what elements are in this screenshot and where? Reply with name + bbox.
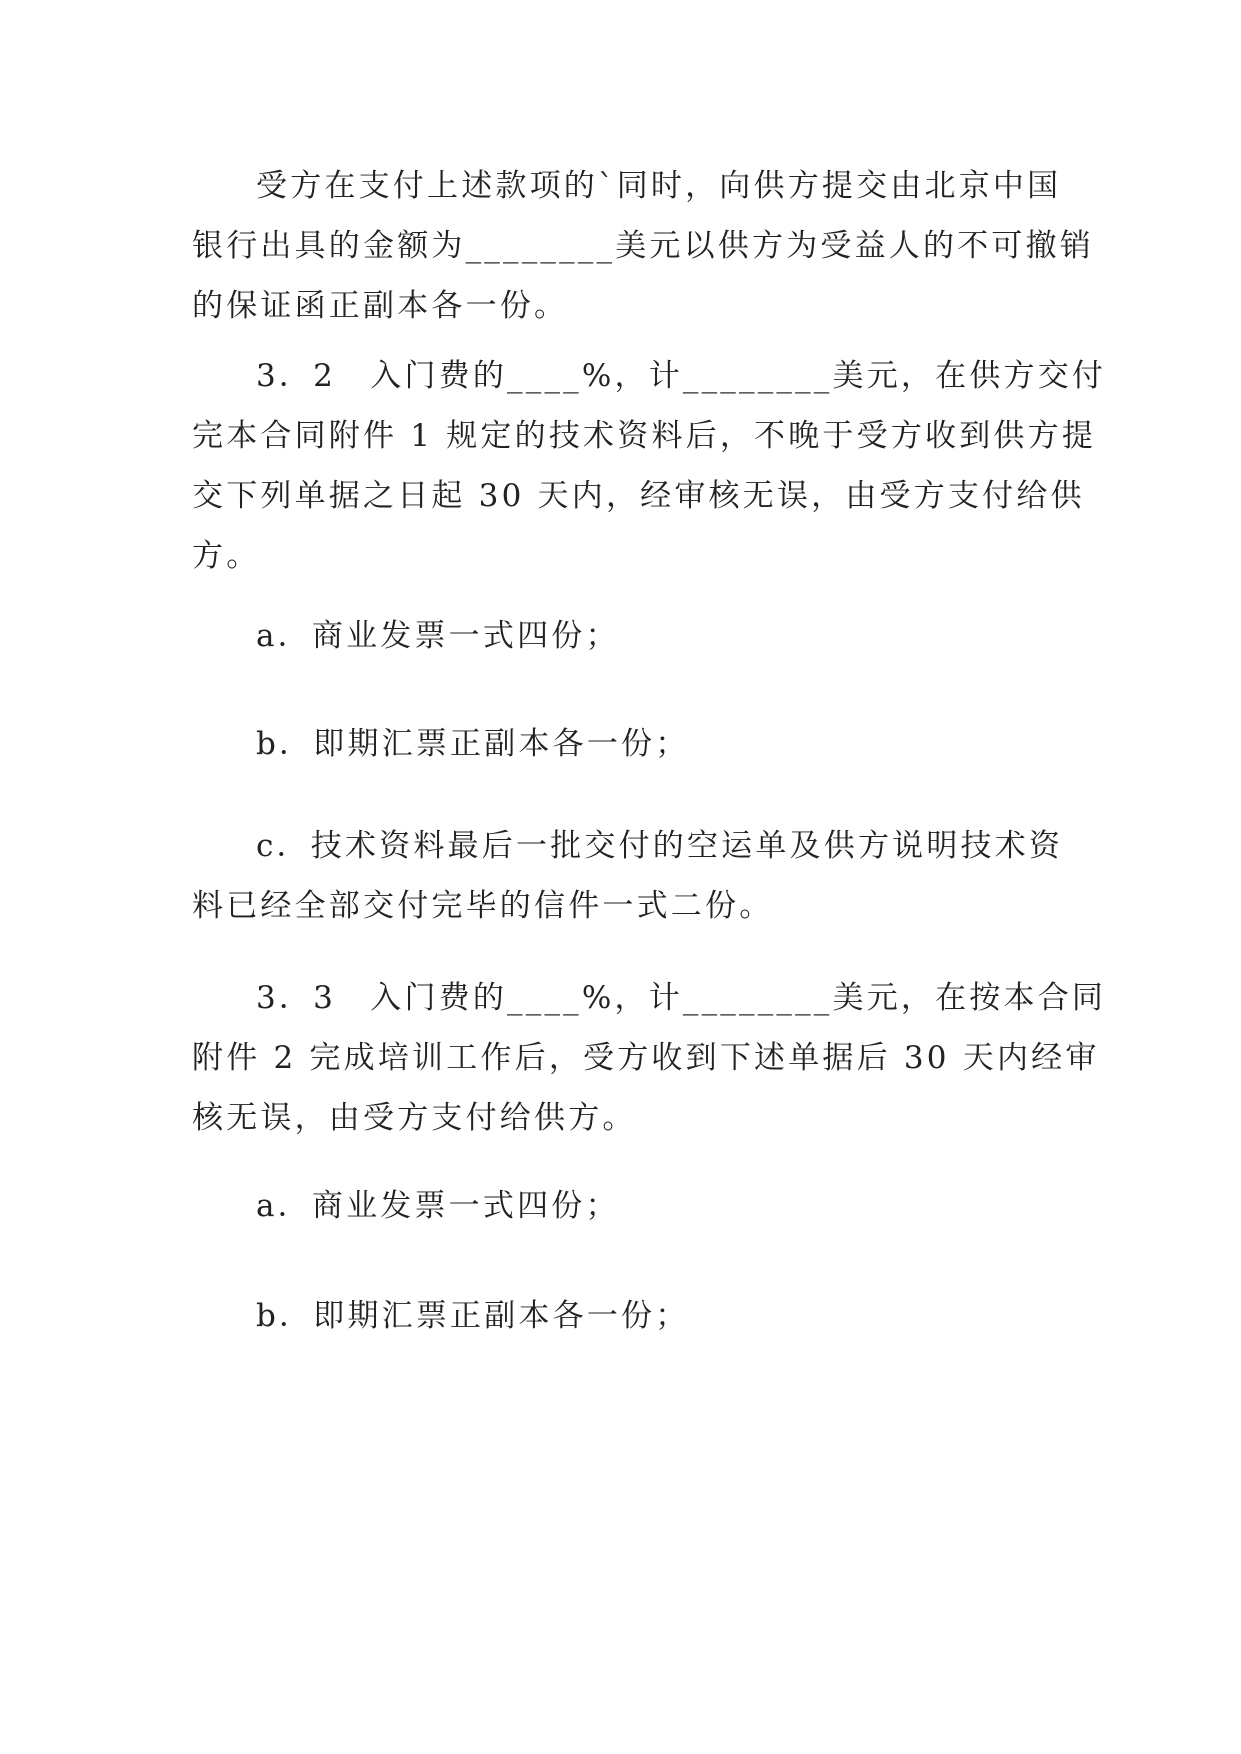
text-line: 料已经全部交付完毕的信件一式二份。	[192, 888, 774, 924]
text-line: 受方在支付上述款项的`同时，向供方提交由北京中国	[256, 168, 1062, 204]
text-line: a．商业发票一式四份；	[256, 1188, 620, 1224]
text-line: a．商业发票一式四份；	[256, 618, 620, 654]
text-line: 3．3 入门费的____%，计________美元，在按本合同	[256, 980, 1107, 1016]
text-line: 交下列单据之日起 30 天内，经审核无误，由受方支付给供	[192, 478, 1085, 514]
paragraph-guarantee-letter	[192, 156, 1094, 336]
list-item-sight-draft	[192, 1286, 1052, 1346]
list-item-commercial-invoice	[192, 606, 1052, 666]
text-line: c．技术资料最后一批交付的空运单及供方说明技术资	[256, 828, 1064, 864]
text-line: 核无误，由受方支付给供方。	[192, 1100, 637, 1136]
text-line: b．即期汇票正副本各一份；	[256, 726, 690, 762]
text-line: 附件 2 完成培训工作后，受方收到下述单据后 30 天内经审	[192, 1040, 1100, 1076]
text-line: 3．2 入门费的____%，计________美元，在供方交付	[256, 358, 1107, 394]
text-line: 的保证函正副本各一份。	[192, 288, 569, 324]
list-item-commercial-invoice	[192, 1176, 1052, 1236]
paragraph-clause-3-2	[192, 346, 1107, 586]
text-line: 完本合同附件 1 规定的技术资料后，不晚于受方收到供方提	[192, 418, 1097, 454]
text-line: b．即期汇票正副本各一份；	[256, 1298, 690, 1334]
text-line: 银行出具的金额为________美元以供方为受益人的不可撤销	[192, 228, 1094, 264]
list-item-airway-bill	[192, 816, 1064, 936]
paragraph-clause-3-3	[192, 968, 1107, 1148]
list-item-sight-draft	[192, 714, 1052, 774]
text-line: 方。	[192, 538, 261, 574]
